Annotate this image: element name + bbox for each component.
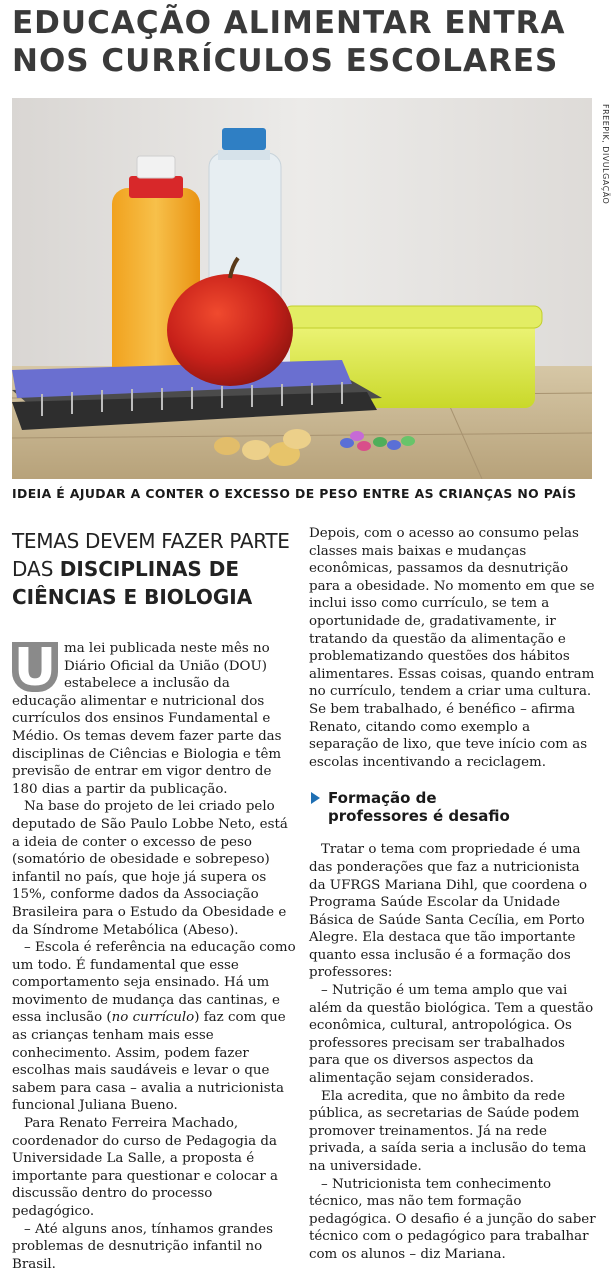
paragraph-text: ma lei publicada neste mês no Diário Oficial da União (DOU) estabelece a inclusão da educação alimentar e nutricional dos currículos dos ensinos Fundamental e Médio. Os temas devem fazer parte das disciplinas de Ciências e Biologia e têm previsão de entrar em vigor dentro de 180 dias a partir da publicação. <box>12 641 282 797</box>
article-column-right <box>309 525 599 1264</box>
quote-text: ) faz com que as crianças tenham mais esse conhecimento. Assim, podem fazer escolhas mais saudáveis e levar o que sabem para casa – avalia a nutricionista funcional Juliana Bueno. <box>12 1010 286 1114</box>
quote-emphasis: no currículo <box>111 1010 195 1026</box>
quote-text: – Escola é referência na educação como um todo. É fundamental que esse comportamento seja ensinado. Há um movimento de mudança das cantinas, e essa inclusão ( <box>12 940 296 1026</box>
subhead-line-1: TEMAS DEVEM FAZER PARTE <box>12 529 290 553</box>
article-paragraph: Para Renato Ferreira Machado, coordenador do curso de Pedagogia da Universidade La Salle, a proposta é importante para questionar e colocar a discussão dentro do processo pedagógico. <box>12 1116 278 1219</box>
section-heading <box>309 789 599 825</box>
article-photo <box>12 98 592 479</box>
article-paragraph: Ela acredita, que no âmbito da rede pública, as secretarias de Saúde podem promover treinamentos. Já na rede privada, a saída seria a inclusão do tema na universidade. <box>309 1088 587 1174</box>
photo-credit: FREEPIK, DIVULGAÇÃO <box>601 104 610 205</box>
photo-caption: IDEIA É AJUDAR A CONTER O EXCESSO DE PESO ENTRE AS CRIANÇAS NO PAÍS <box>12 486 577 501</box>
subhead-line-2-prefix: DAS <box>12 557 60 581</box>
subhead-line-2-bold: DISCIPLINAS DE <box>59 557 240 581</box>
headline: EDUCAÇÃO ALIMENTAR ENTRA NOS CURRÍCULOS ESCOLARES <box>12 5 566 79</box>
triangle-arrow-icon <box>311 792 320 804</box>
article-paragraph: Depois, com o acesso ao consumo pelas classes mais baixas e mudanças econômicas, passamos da desnutrição para a obesidade. No momento em que se inclui isso como currículo, se tem a oportunidade de, gradativamente, ir tratando da questão da alimentação e problematizando questões dos hábitos alimentares. Essas coisas, quando entram no currículo, tendem a criar uma cultura. Se bem trabalhado, é benéfico – afirma Renato, citando como exemplo a separação de lixo, que teve início com as escolas incentivando a reciclagem. <box>309 526 595 770</box>
article-paragraph <box>12 939 297 1115</box>
section-title: Formação de professores é desafio <box>328 789 510 826</box>
article-paragraph: – Nutrição é um tema amplo que vai além da questão biológica. Tem a questão econômica, cultural, antropológica. Os professores precisam ser trabalhados para que os diversos aspectos da alimentação sejam considerados. <box>309 983 594 1087</box>
article-column-left <box>12 640 297 1273</box>
drop-cap: U <box>13 638 57 698</box>
subheadline <box>12 527 297 611</box>
article-paragraph: Tratar o tema com propriedade é uma das ponderações que faz a nutricionista da UFRGS Mariana Dihl, que coordena o Programa Saúde Escolar da Unidade Básica de Saúde Santa Cecília, em Porto Alegre. Ela destaca que tão importante quanto essa inclusão é a formação dos professores: <box>309 842 588 981</box>
article-paragraph: – Nutricionista tem conhecimento técnico, mas não tem formação pedagógica. O desafio é a junção do saber técnico com o pedagógico para trabalhar com os alunos – diz Mariana. <box>309 1176 596 1262</box>
subhead-line-3-bold: CIÊNCIAS E BIOLOGIA <box>12 585 253 609</box>
article-paragraph: – Até alguns anos, tínhamos grandes problemas de desnutrição infantil no Brasil. <box>12 1221 273 1272</box>
article-paragraph <box>12 640 297 798</box>
article-paragraph: Na base do projeto de lei criado pelo deputado de São Paulo Lobbe Neto, está a ideia de conter o excesso de peso (somatório de obesidade e sobrepeso) infantil no país, que hoje já supera os 15%, conforme dados da Associação Brasileira para o Estudo da Obesidade e da Síndrome Metabólica (Abeso). <box>12 799 288 938</box>
